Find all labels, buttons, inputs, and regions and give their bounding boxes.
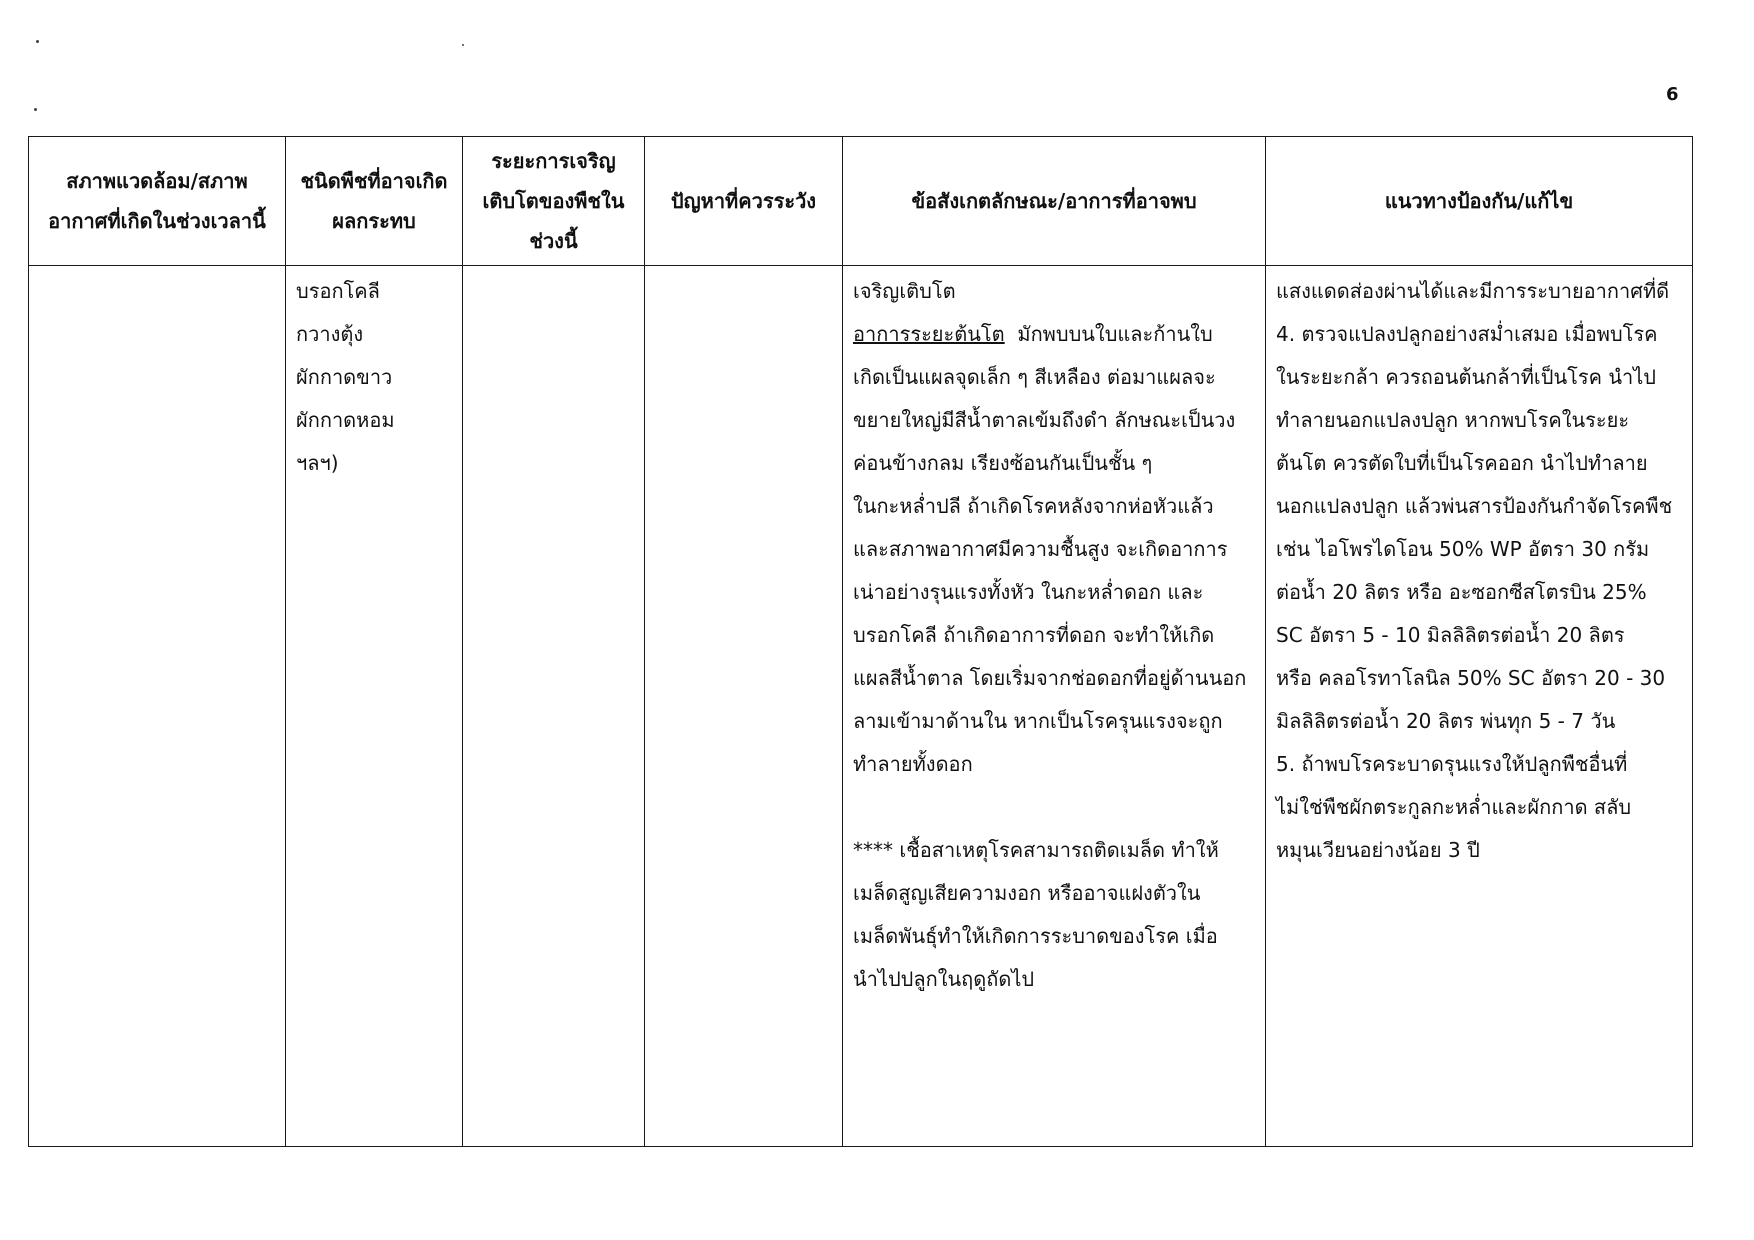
scan-speck [36,40,39,43]
prevention-line: ไม่ใช่พืชผักตระกูลกะหล่ำและผักกาด สลับ [1276,795,1632,819]
prevention-line: ต่อน้ำ 20 ลิตร หรือ อะซอกซีสโตรบิน 25% [1276,580,1647,604]
paragraph-gap [853,786,1255,829]
symptom-line: ค่อนข้างกลม เรียงซ้อนกันเป็นชั้น ๆ [853,451,1153,475]
scan-speck [34,108,37,111]
header-environment: สภาพแวดล้อม/สภาพอากาศที่เกิดในช่วงเวลานี้ [29,137,286,266]
prevention-line: แสงแดดส่องผ่านได้และมีการระบายอากาศที่ดี [1276,279,1670,303]
symptom-intro: เจริญเติบโต [853,279,956,303]
prevention-line: หมุนเวียนอย่างน้อย 3 ปี [1276,838,1480,862]
prevention-line: ในระยะกล้า ควรถอนต้นกล้าที่เป็นโรค นำไป [1276,365,1656,389]
symptom-line: ในกะหล่ำปลี ถ้าเกิดโรคหลังจากห่อหัวแล้ว [853,494,1214,518]
prevention-line: เช่น ไอโพรไดโอน 50% WP อัตรา 30 กรัม [1276,537,1650,561]
crop-item: ฯลฯ) [296,451,339,475]
crop-item: กวางตุ้ง [296,322,364,346]
cell-growth-stage [463,266,645,1147]
disease-table [28,136,1693,1147]
symptom-line: บรอกโคลี ถ้าเกิดอาการที่ดอก จะทำให้เกิด [853,623,1215,647]
page-number: 6 [1666,84,1679,105]
prevention-line: นอกแปลงปลูก แล้วพ่นสารป้องกันกำจัดโรคพืช [1276,494,1673,518]
cell-prevention [1266,266,1693,1147]
cell-problems [645,266,843,1147]
symptom-line: ลามเข้ามาด้านใน หากเป็นโรครุนแรงจะถูก [853,709,1223,733]
cell-environment [29,266,286,1147]
growth-stage-text: มักพบบนใบและก้านใบ [1017,322,1213,346]
prevention-line: มิลลิลิตรต่อน้ำ 20 ลิตร พ่นทุก 5 - 7 วัน [1276,709,1616,733]
symptom-line: เกิดเป็นแผลจุดเล็ก ๆ สีเหลือง ต่อมาแผลจะ [853,365,1216,389]
symptom-growth-stage [853,313,1255,356]
header-affected-crops: ชนิดพืชที่อาจเกิดผลกระทบ [286,137,463,266]
header-problems: ปัญหาที่ควรระวัง [645,137,843,266]
symptom-line: เน่าอย่างรุนแรงทั้งหัว ในกะหล่ำดอก และ [853,580,1204,604]
header-prevention: แนวทางป้องกัน/แก้ไข [1266,137,1693,266]
symptom-line: ทำลายทั้งดอก [853,752,973,776]
crop-item: บรอกโคลี [296,279,380,303]
prevention-line: 4. ตรวจแปลงปลูกอย่างสม่ำเสมอ เมื่อพบโรค [1276,322,1658,346]
prevention-line: หรือ คลอโรทาโลนิล 50% SC อัตรา 20 - 30 [1276,666,1666,690]
scan-speck [462,44,464,46]
prevention-line: 5. ถ้าพบโรคระบาดรุนแรงให้ปลูกพืชอื่นที่ [1276,752,1628,776]
prevention-line: SC อัตรา 5 - 10 มิลลิลิตรต่อน้ำ 20 ลิตร [1276,623,1625,647]
symptom-note-line: **** เชื้อสาเหตุโรคสามารถติดเมล็ด ทำให้ [853,838,1219,862]
header-growth-stage: ระยะการเจริญเติบโตของพืชในช่วงนี้ [463,137,645,266]
symptom-note-line: เมล็ดสูญเสียความงอก หรืออาจแฝงตัวใน [853,881,1201,905]
header-row [29,137,1693,266]
symptom-note-line: เมล็ดพันธุ์ทำให้เกิดการระบาดของโรค เมื่อ [853,924,1218,948]
symptom-note-line: นำไปปลูกในฤดูถัดไป [853,967,1035,991]
prevention-line: ทำลายนอกแปลงปลูก หากพบโรคในระยะ [1276,408,1630,432]
symptom-line: ขยายใหญ่มีสีน้ำตาลเข้มถึงดำ ลักษณะเป็นวง [853,408,1236,432]
symptom-line: และสภาพอากาศมีความชื้นสูง จะเกิดอาการ [853,537,1228,561]
prevention-line: ต้นโต ควรตัดใบที่เป็นโรคออก นำไปทำลาย [1276,451,1648,475]
growth-stage-label: อาการระยะต้นโต [853,322,1005,346]
symptom-line: แผลสีน้ำตาล โดยเริ่มจากช่อดอกที่อยู่ด้านนอก [853,666,1247,690]
header-symptoms: ข้อสังเกตลักษณะ/อาการที่อาจพบ [843,137,1266,266]
crop-item: ผักกาดขาว [296,365,393,389]
cell-affected-crops [286,266,463,1147]
cell-symptoms [843,266,1266,1147]
crop-item: ผักกาดหอม [296,408,395,432]
table-row [29,266,1693,1147]
